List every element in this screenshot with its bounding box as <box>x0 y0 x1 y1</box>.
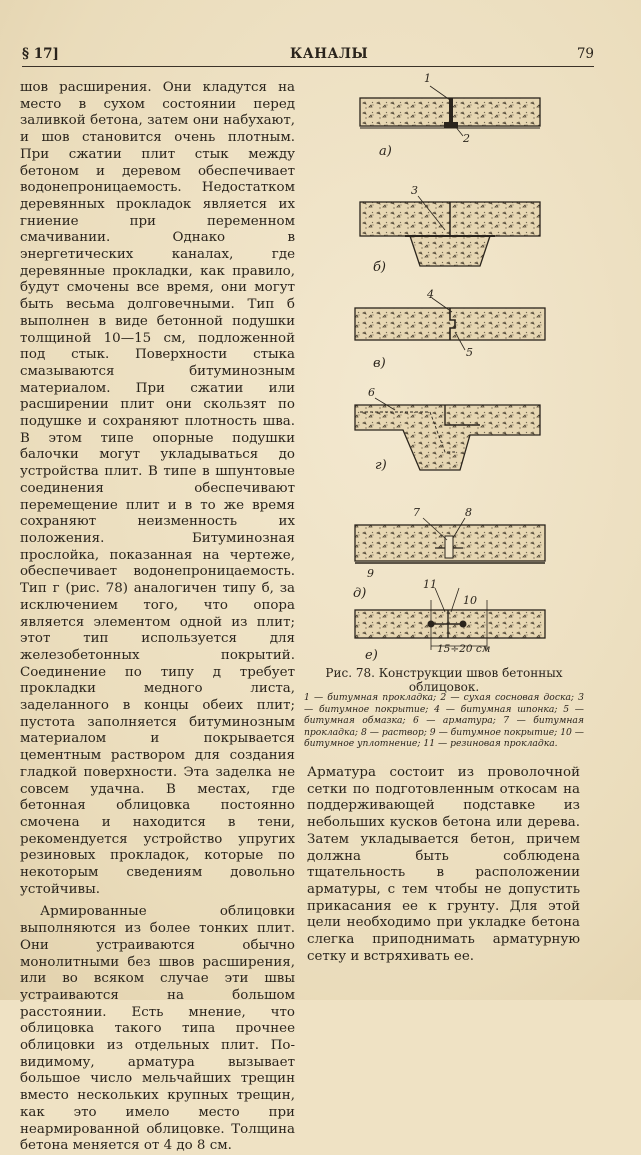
joint-b-drawing <box>360 196 540 266</box>
joint-a-drawing <box>360 86 540 136</box>
body-paragraph: Арматура состоит из проволочной сетки по подготовленным откосам на поддерживающей подставке из небольших кусков бетона или дерева. Затем укладывается бетон, причем должна быть соблюдена тщательность в расположении арматуры, с тем чтобы не допустить прикасания ее к грунту. Для этой цели необходимо при укладке бетона слегка приподнимать арматурную сетку и встряхивать ее. <box>307 765 580 964</box>
callout-2: 2 <box>463 132 470 145</box>
label-a: а) <box>379 144 392 159</box>
left-column <box>20 80 295 1155</box>
header-rule <box>22 66 594 67</box>
label-v: в) <box>373 356 386 371</box>
figure-legend: 1 — битумная прокладка; 2 — сухая сосновая доска; 3 — битумное покрытие; 4 — битумная шпонка; 5 — битумная обмазка; 6 — арматура; 7 — битумная прокладка; 8 — раствор; 9 — битумное покрытие; 10 — битумное уплотнение; 11 — резиновая прокладка. <box>304 692 584 750</box>
right-column <box>307 765 580 965</box>
dimension-label: 15÷20 см <box>437 643 491 655</box>
callout-8: 8 <box>465 506 472 519</box>
callout-7: 7 <box>413 506 420 519</box>
callout-6: 6 <box>368 386 375 399</box>
callout-5: 5 <box>466 346 473 359</box>
label-b: б) <box>373 260 387 275</box>
body-paragraph: шов расширения. Они кладутся на место в сухом состоянии перед заливкой бетона, затем они набухают, и шов становится очень плотным. При сжатии плит стык между бетоном и деревом обеспечивает водонепроницаемость. Недостатком деревянных прокладок является их гниение при переменном смачивании. Однако в энергетических каналах, где деревянные прокладки, как правило, будут смочены все время, они могут быть весьма долговечными. Тип б выполнен в виде бетонной подушки толщиной 10—15 см, подложенной под стык. Поверхности стыка смазываются битуминозным материалом. При сжатии или расширении плит они скользят по подушке и сохраняют плотность шва. В этом типе опорные подушки балочки могут укладываться до устройства плит. В типе в шпунтовые соединения обеспечивают перемещение плит и в то же время сохраняют неизменность их положения. Битуминозная прослойка, показанная на чертеже, обеспечивает водонепроницаемость. Тип г (рис. 78) аналогичен типу б, за исключением того, что опора является элементом одной из плит; этот тип используется для железобетонных покрытий. Соединение по типу д требует прокладки медного листа, заделанного в концы обеих плит; пустота заполняется битуминозным материалом и покрывается цементным раствором для создания гладкой поверхности. Эта заделка не совсем удачна. В местах, где бетонная облицовка постоянно смочена и находится в тени, рекомендуется устройство упругих резиновых прокладок, которые по некоторым сведениям довольно устойчивы. <box>20 80 295 897</box>
callout-4: 4 <box>427 288 434 301</box>
label-g: г) <box>375 458 387 473</box>
callout-11: 11 <box>423 578 437 591</box>
joint-d-drawing <box>355 518 545 563</box>
callout-9: 9 <box>367 567 374 580</box>
callout-3: 3 <box>411 184 418 197</box>
running-title: КАНАЛЫ <box>290 46 369 62</box>
callout-10: 10 <box>463 594 477 607</box>
label-e: е) <box>365 648 378 663</box>
page-number: 79 <box>576 46 594 62</box>
joint-drawings <box>305 80 585 670</box>
figure-78 <box>305 72 585 670</box>
callout-1: 1 <box>424 72 431 85</box>
page-header <box>22 44 594 66</box>
body-paragraph: Армированные облицовки выполняются из более тонких плит. Они устраиваются обычно монолитными без швов расширения, или во всяком случае эти швы устраиваются на большом расстоянии. Есть мнение, что облицовка такого типа прочнее облицовки из отдельных плит. По-видимому, арматура вызывает большое число мельчайших трещин вместо нескольких крупных трещин, как это имело место при неармированной облицовке. Толщина бетона меняется от 4 до 8 см. <box>20 904 295 1154</box>
joint-e-drawing <box>355 588 545 650</box>
figure-caption: Рис. 78. Конструкции швов бетонных облицовок. <box>325 666 563 694</box>
joint-v-drawing <box>355 298 545 350</box>
label-d: д) <box>353 586 367 601</box>
section-number: § 17] <box>22 46 59 62</box>
